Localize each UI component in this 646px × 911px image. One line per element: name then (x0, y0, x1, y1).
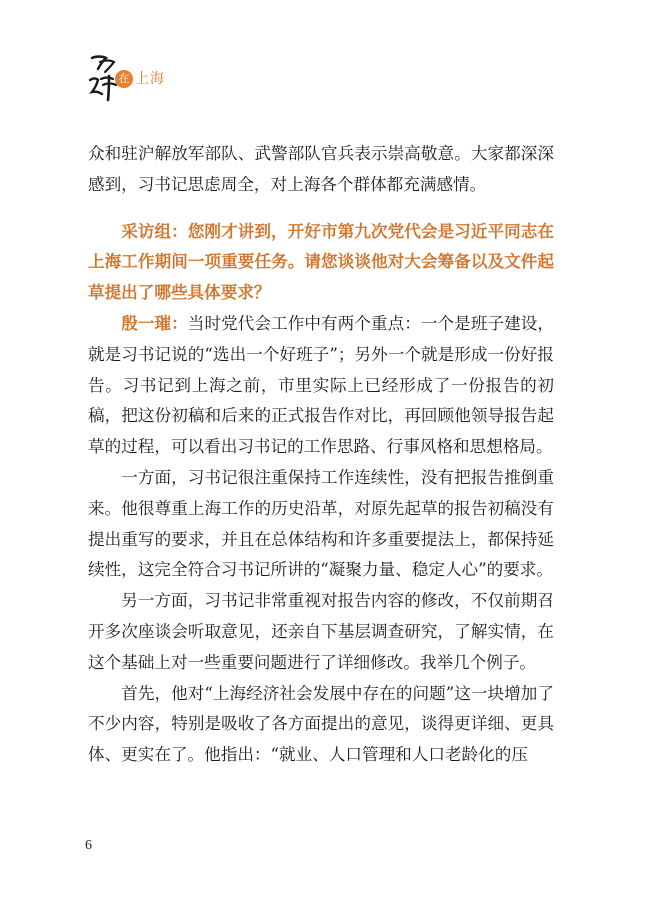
paragraph-4: 一方面，习书记很注重保持工作连续性，没有把报告推倒重来。他很尊重上海工作的历史沿革，对原先起草的报告初稿没有提出重写的要求，并且在总体结构和许多重要提法上，都保持延续性，这完全符合习书记所讲的“凝聚力量、稳定人心”的要求。 (88, 467, 554, 580)
paragraph-5: 另一方面，习书记非常重视对报告内容的修改，不仅前期召开多次座谈会听取意见，还亲自下基层调查研究，了解实情，在这个基础上对一些重要问题进行了详细修改。我举几个例子。 (88, 591, 554, 672)
interview-question: 采访组：您刚才讲到，开好市第九次党代会是习近平同志在上海工作期间一项重要任务。请您谈谈他对大会筹备以及文件起草提出了哪些具体要求？ (88, 221, 554, 303)
paragraph-6: 首先，他对“上海经济社会发展中存在的问题”这一块增加了不少内容，特别是吸收了各方面提出的意见，谈得更详细、更具体、更实在了。他指出：“就业、人口管理和人口老龄化的压 (88, 683, 554, 765)
logo-badge: 在 (115, 70, 133, 88)
paragraph-1: 众和驻沪解放军部队、武警部队官兵表示崇高敬意。大家都深深感到，习书记思虑周全，对上海各个群体都充满感情。 (88, 144, 554, 194)
section-name: 上海 (135, 71, 165, 87)
header-logo (86, 50, 176, 108)
answer-text: 当时党代会工作中有两个重点：一个是班子建设，就是习书记说的“选出一个好班子”；另外一个就是形成一份好报告。习书记到上海之前，市里实际上已经形成了一份报告的初稿，把这份初稿和后来的正式报告作对比，再回顾他领导报告起草的过程，可以看出习书记的工作思路、行事风格和思想格局。 (88, 313, 555, 457)
paragraph-answer (88, 309, 554, 463)
answer-speaker: 殷一璀： (121, 313, 188, 333)
page-body (88, 139, 554, 771)
page-number: 6 (85, 838, 92, 853)
